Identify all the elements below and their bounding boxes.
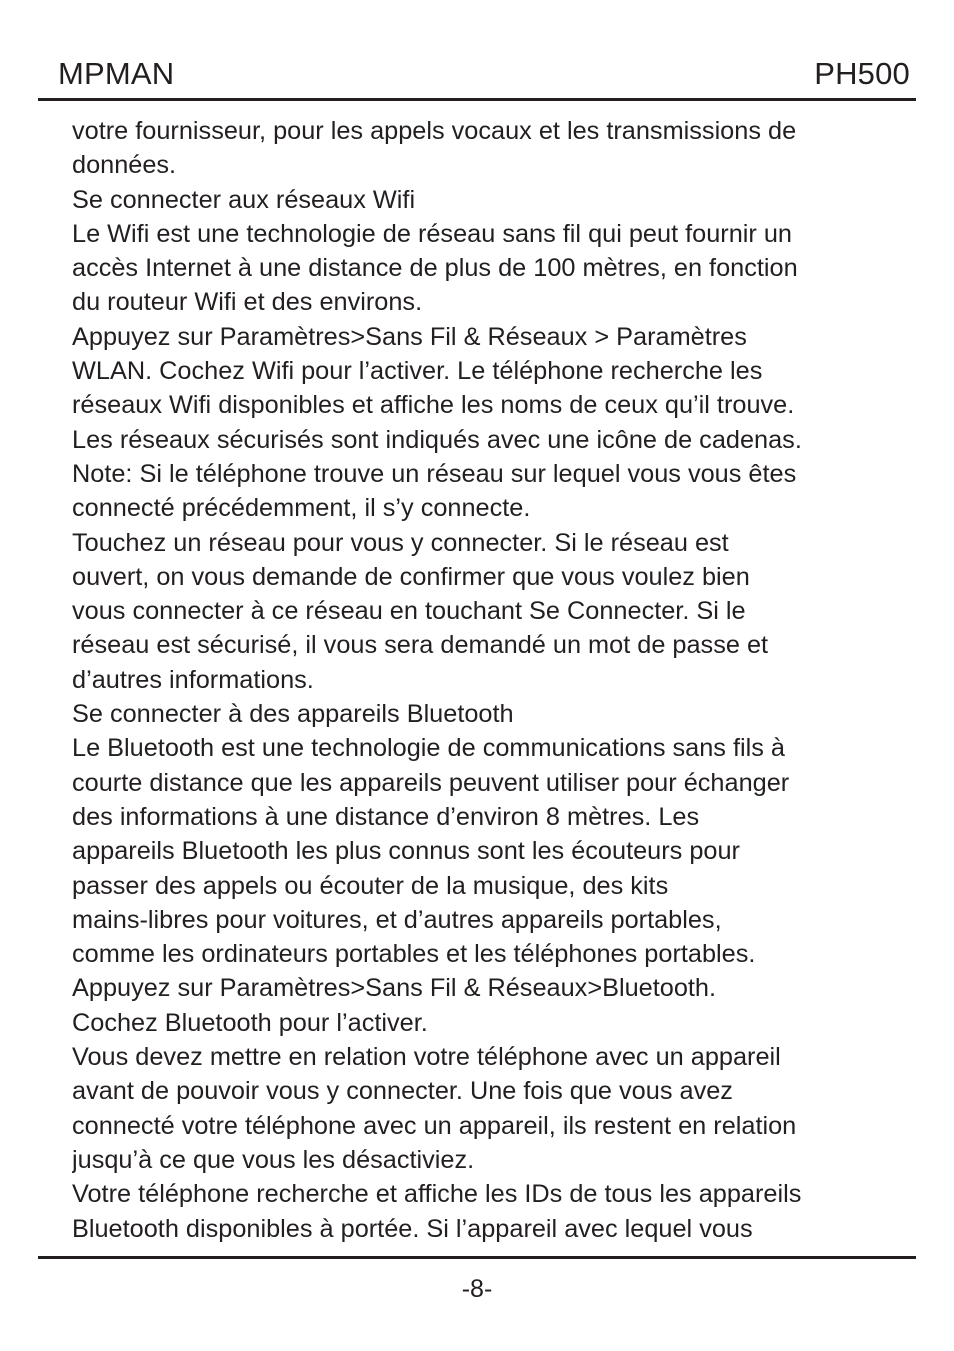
- text-line: Appuyez sur Paramètres>Sans Fil & Réseaux>Bluetooth.: [72, 974, 717, 1003]
- text-line: Note: Si le téléphone trouve un réseau sur lequel vous vous êtes: [72, 459, 797, 488]
- text-line: Vous devez mettre en relation votre téléphone avec un appareil: [72, 1043, 781, 1072]
- text-line: vous connecter à ce réseau en touchant Se Connecter. Si le: [72, 597, 746, 626]
- page-number: -8-: [461, 1275, 493, 1303]
- text-line: d’autres informations.: [72, 665, 314, 694]
- brand-name: MPMAN: [58, 56, 175, 91]
- body-text: [72, 114, 902, 1248]
- text-line: accès Internet à une distance de plus de 100 mètres, en fonction: [72, 254, 798, 283]
- header-divider: [38, 98, 916, 101]
- text-line: réseau est sécurisé, il vous sera demandé un mot de passe et: [72, 631, 769, 660]
- page-header: [38, 52, 916, 96]
- text-line: réseaux Wifi disponibles et affiche les noms de ceux qu’il trouve.: [72, 391, 795, 420]
- text-line: Votre téléphone recherche et affiche les IDs de tous les appareils: [72, 1180, 802, 1209]
- text-line: courte distance que les appareils peuvent utiliser pour échanger: [72, 768, 790, 797]
- text-line: connecté votre téléphone avec un appareil, ils restent en relation: [72, 1111, 797, 1140]
- text-line: Touchez un réseau pour vous y connecter. Si le réseau est: [72, 528, 729, 557]
- text-line: connecté précédemment, il s’y connecte.: [72, 494, 531, 523]
- text-line: Appuyez sur Paramètres>Sans Fil & Réseaux > Paramètres: [72, 322, 747, 351]
- text-line: Les réseaux sécurisés sont indiqués avec une icône de cadenas.: [72, 425, 802, 454]
- section-heading-bluetooth: Se connecter à des appareils Bluetooth: [72, 700, 514, 729]
- text-line: Le Wifi est une technologie de réseau sans fil qui peut fournir un: [72, 219, 792, 248]
- text-line: ouvert, on vous demande de confirmer que vous voulez bien: [72, 562, 750, 591]
- text-line: mains-libres pour voitures, et d’autres appareils portables,: [72, 905, 722, 934]
- text-line: Cochez Bluetooth pour l’activer.: [72, 1008, 428, 1037]
- text-line: Bluetooth disponibles à portée. Si l’appareil avec lequel vous: [72, 1214, 753, 1243]
- footer-divider: [38, 1256, 916, 1259]
- text-line: Le Bluetooth est une technologie de communications sans fils à: [72, 734, 785, 763]
- text-line: passer des appels ou écouter de la musique, des kits: [72, 871, 669, 900]
- section-heading-wifi: Se connecter aux réseaux Wifi: [72, 185, 416, 214]
- text-line: comme les ordinateurs portables et les téléphones portables.: [72, 940, 756, 969]
- text-line: jusqu’à ce que vous les désactiviez.: [72, 1145, 475, 1174]
- model-name: PH500: [814, 56, 910, 91]
- text-line: du routeur Wifi et des environs.: [72, 288, 423, 317]
- text-line: WLAN. Cochez Wifi pour l’activer. Le téléphone recherche les: [72, 357, 763, 386]
- text-line: des informations à une distance d’environ 8 mètres. Les: [72, 802, 700, 831]
- text-line: données.: [72, 151, 177, 180]
- text-line: appareils Bluetooth les plus connus sont les écouteurs pour: [72, 837, 740, 866]
- text-line: votre fournisseur, pour les appels vocaux et les transmissions de: [72, 117, 797, 145]
- text-line: avant de pouvoir vous y connecter. Une fois que vous avez: [72, 1077, 733, 1106]
